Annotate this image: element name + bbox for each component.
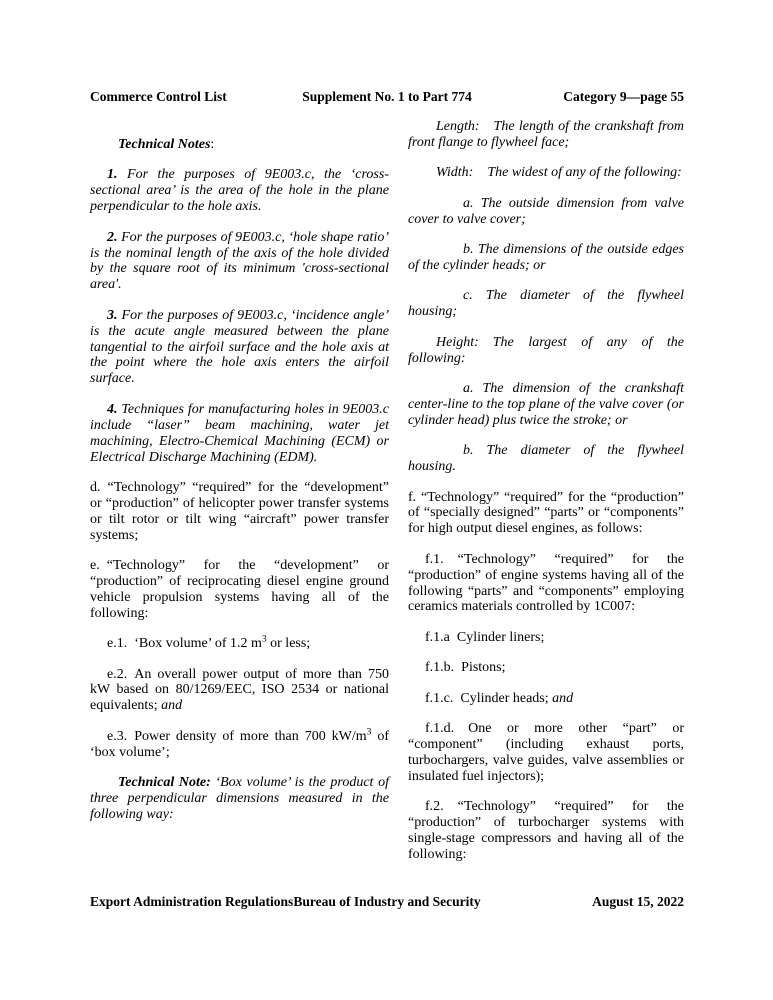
paragraph <box>408 335 684 367</box>
footer-date: August 15, 2022 <box>592 894 684 909</box>
text-run: d. “Technology” “required” for the “development” or “production” of helicopter power transfer systems or tilt rotor or tilt wing “aircraft” power transfer systems; <box>90 479 389 543</box>
paragraph <box>90 775 389 823</box>
text-run: or less; <box>266 636 311 652</box>
text-run: f.2. “Technology” “required” for the “production” of turbocharger systems with single-stage compressors and having all of the following: <box>408 799 684 862</box>
header-page-number: Category 9—page 55 <box>563 89 684 104</box>
text-run: Technical Note: <box>118 775 211 791</box>
text-run: 3. <box>107 307 118 323</box>
text-run: Techniques for manufacturing holes in 9E003.c include “laser” beam machining, water jet machining, Electro-Chemical Machining (ECM) or Electrical Discharge Machining (EDM). <box>90 401 389 465</box>
paragraph <box>90 480 389 544</box>
paragraph <box>408 552 684 616</box>
paragraph <box>408 119 684 151</box>
paragraph <box>90 230 389 294</box>
right-column <box>408 119 684 863</box>
text-run: of ‘box volume’; <box>90 728 389 760</box>
paragraph <box>408 242 684 274</box>
text-run: 2. <box>107 229 118 245</box>
text-run: e.1. ‘Box volume’ of 1.2 m <box>107 636 262 652</box>
text-run: f.1.d. One or more other “part” or “component” (including exhaust ports, turbochargers, valve guides, valve assemblies or insulated fuel injectors); <box>408 721 684 784</box>
text-run: ‘Box volume’ is the product of three perpendicular dimensions measured in the following way: <box>90 775 389 822</box>
text-run: a. The outside dimension from valve cover to valve cover; <box>408 195 684 227</box>
text-run: 1. <box>107 167 118 183</box>
footer-regulations: Export Administration Regulations <box>90 894 294 909</box>
header-title: Commerce Control List <box>90 89 227 104</box>
paragraph <box>90 729 389 761</box>
text-run: : <box>210 137 215 152</box>
text-run: e.3. Power density of more than 700 kW/m <box>107 728 367 744</box>
text-run: Length: The length of the crankshaft from front flange to flywheel face; <box>408 119 684 150</box>
paragraph <box>408 660 684 676</box>
paragraph <box>408 799 684 863</box>
text-run: f.1.b. Pistons; <box>425 660 506 676</box>
page-header <box>90 89 684 105</box>
paragraph <box>90 308 389 388</box>
text-run: For the purposes of 9E003.c, ‘hole shape ratio’ is the nominal length of the axis of the hole divided by the square root of its minimum 'cross-sectional area'. <box>90 229 389 293</box>
paragraph <box>408 165 684 181</box>
text-run: For the purposes of 9E003.c, the ‘cross-sectional area’ is the area of the hole in the plane perpendicular to the hole axis. <box>90 167 389 215</box>
text-run: c. The diameter of the flywheel housing; <box>408 288 684 320</box>
paragraph <box>408 721 684 785</box>
paragraph <box>90 402 389 466</box>
paragraph <box>408 196 684 228</box>
text-run: e. “Technology” for the “development” or “production” of reciprocating diesel engine ground vehicle propulsion systems having all of the following: <box>90 558 389 621</box>
page-footer <box>90 894 684 910</box>
text-run: 3 <box>261 634 267 645</box>
paragraph <box>90 636 389 652</box>
text-run: e.2. An overall power output of more than 750 kW based on 80/1269/EEC, ISO 2534 or national equivalents; <box>90 666 389 714</box>
text-run: a. The dimension of the crankshaft center-line to the top plane of the valve cover (or cylinder head) plus twice the stroke; or <box>408 380 684 428</box>
text-run: Width: The widest of any of the following: <box>436 165 682 181</box>
paragraph <box>408 630 684 646</box>
text-run: f.1.c. Cylinder heads; <box>425 690 553 706</box>
text-run: and <box>552 690 574 706</box>
header-supplement: Supplement No. 1 to Part 774 <box>302 89 472 104</box>
text-run: b. The dimensions of the outside edges of the cylinder heads; or <box>408 242 684 273</box>
text-run: Height: The largest of any of the following: <box>408 334 684 366</box>
text-run: 3 <box>366 727 372 738</box>
paragraph <box>90 667 389 715</box>
text-run: For the purposes of 9E003.c, ‘incidence angle’ is the acute angle measured between the plane tangential to the airfoil surface and the hole axis at the point where the hole axis enters the airfoil surface. <box>90 307 389 387</box>
paragraph <box>90 137 389 153</box>
text-run: f.1.a Cylinder liners; <box>425 629 545 645</box>
paragraph <box>408 443 684 475</box>
text-run: b. The diameter of the flywheel housing. <box>408 443 684 475</box>
paragraph <box>408 490 684 538</box>
paragraph <box>408 691 684 707</box>
paragraph <box>90 167 389 215</box>
text-run: Technical Notes <box>118 137 211 152</box>
text-run: 4. <box>107 401 118 417</box>
text-run: and <box>161 698 183 714</box>
left-column <box>90 137 389 823</box>
text-run: f. “Technology” “required” for the “production” of “specially designed” “parts” or “components” for high output diesel engines, as follows: <box>408 489 684 537</box>
paragraph <box>408 288 684 320</box>
paragraph <box>408 381 684 429</box>
text-run: f.1. “Technology” “required” for the “production” of engine systems having all of the following “parts” and “components” employing ceramics materials controlled by 1C007: <box>408 551 684 615</box>
footer-bureau: Bureau of Industry and Security <box>293 894 481 909</box>
paragraph <box>90 558 389 622</box>
